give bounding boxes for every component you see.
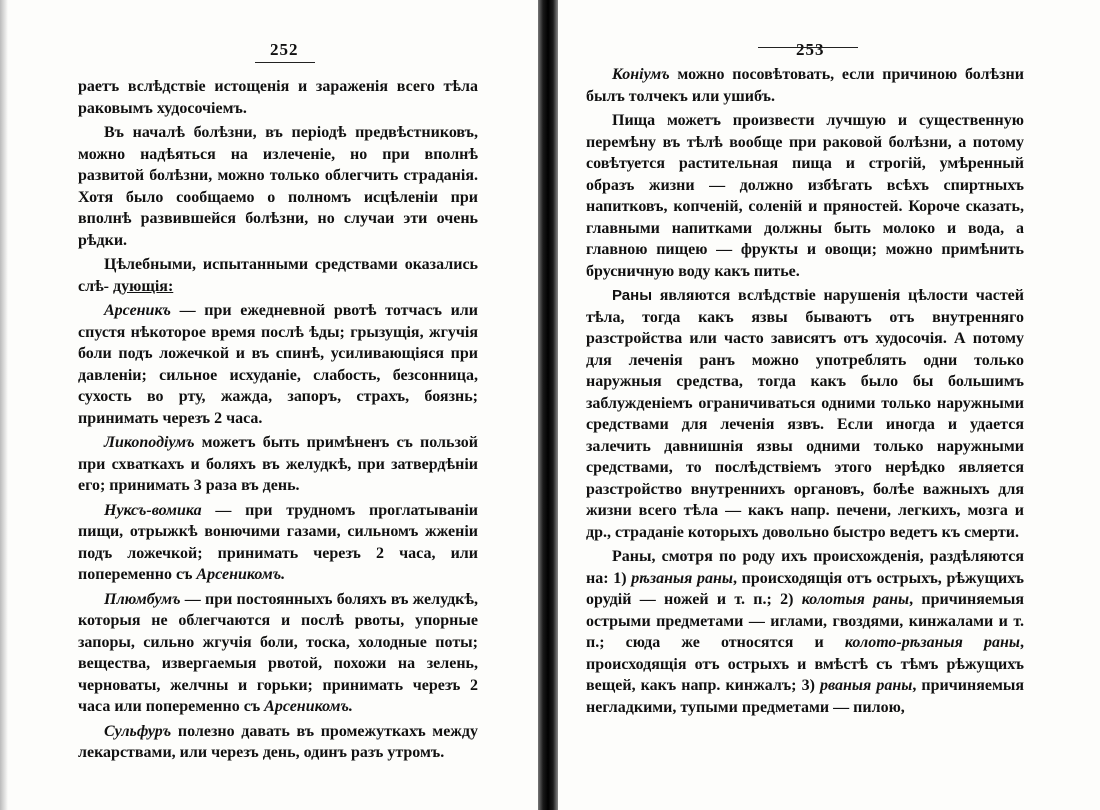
remedy-paragraph — [78, 589, 478, 718]
section-paragraph — [586, 285, 1024, 543]
remedy-text: — при трудномъ проглатываніи пищи, отрыжкѣ вонючими газами, сильномъ жженіи подъ ложечкой; принимать черезъ 2 часа, или попеременно съ — [78, 501, 478, 583]
remedy-paragraph — [78, 721, 478, 764]
wound-type-term: рѣзаныя раны — [631, 569, 734, 587]
page-number-right: 253 — [796, 40, 825, 59]
remedy-term: Арсеникомъ. — [196, 566, 286, 583]
remedy-paragraph — [78, 500, 478, 586]
wound-type-term: колотыя раны — [801, 591, 910, 608]
remedy-paragraph — [78, 432, 478, 497]
right-page-text — [586, 64, 1024, 721]
wound-type-term: рваныя раны — [819, 677, 913, 694]
paragraph-text: Раны, смотря по роду ихъ происхожденія, раздѣляются на: 1) — [586, 548, 1024, 587]
page-number-rule — [758, 47, 858, 48]
remedy-term: Ликоподіумъ — [104, 434, 195, 451]
remedy-text: можетъ быть примѣненъ съ пользой при схваткахъ и боляхъ въ желудкѣ, при затвердѣніи его; принимать 3 раза въ день. — [78, 434, 478, 494]
page-number-rule — [255, 62, 315, 63]
remedy-text: можно посовѣтовать, если причиною болѣзни былъ толчекъ или ушибъ. — [586, 66, 1024, 105]
page-edge-shadow — [0, 0, 8, 810]
page-number-left: 252 — [270, 40, 299, 59]
paragraph-line: Цѣлебными, испытанными средствами оказались слѣ- — [78, 256, 478, 295]
remedy-term: Коніумъ — [612, 66, 670, 83]
section-term: Раны — [612, 287, 653, 304]
paragraph-line: дующія: — [113, 277, 174, 295]
paragraph-text: , причиняемыя острыми предметами — иглами, гвоздями, кинжалами и т. п.; сюда же относятся и — [586, 591, 1024, 651]
paragraph — [78, 254, 478, 297]
paragraph: раетъ вслѣдствіе истощенія и зараженія всего тѣла раковымъ худосочіемъ. — [78, 78, 478, 117]
remedy-term: Арсеникомъ. — [264, 698, 353, 715]
book-gutter — [538, 0, 558, 810]
left-page — [0, 0, 538, 810]
remedy-term: Сульфуръ — [104, 722, 172, 740]
right-page — [558, 0, 1100, 810]
section-text: являются вслѣдствіе нарушенія цѣлости частей тѣла, тогда какъ язвы бываютъ отъ внутренняго разстройства или часто зависятъ отъ худосочія. А потому для леченія ранъ можно употреблять одни только наружныя средства, тогда какъ было бы большимъ заблужденіемъ ограничиваться одними только наружными средствами для леченія язвъ. Если иногда и удается залечить давнишнія язвы одними только наружными средствами, то послѣдствіемъ этого нерѣдко является разстройство внутреннихъ органовъ, болѣе важныхъ для жизни всего тѣла — какъ напр. печени, легкихъ, мозга и др., страданіе которыхъ довольно быстро ведетъ къ смерти. — [586, 287, 1024, 541]
paragraph-text: , происходящія отъ острыхъ и вмѣстѣ съ тѣмъ рѣжущихъ вещей, какъ напр. кинжалъ; 3) — [586, 634, 1025, 694]
remedy-text: — при ежедневной рвотѣ тотчасъ или спустя нѣкоторое время послѣ ѣды; грызущія, жгучія боли подъ ложечкой и въ спинѣ, усиливающіяся при давленіи; сильное исхуданіе, слабость, безсонница, сухость во рту, жажда, запоръ, страхъ, боязнь; принимать черезъ 2 часа. — [78, 302, 478, 427]
paragraph: Пища можетъ произвести лучшую и существенную перемѣну въ тѣлѣ вообще при раковой болѣзни, а потому совѣтуется растительная пища и строгій, умѣренный образъ жизни — должно избѣгать всѣхъ спиртныхъ напитковъ, копченій, соленій и пряностей. Короче сказать, главными напитками должны быть молоко и вода, а главною пищею — фрукты и овощи; можно примѣнить брусничную воду какъ питье. — [586, 112, 1024, 280]
paragraph — [586, 546, 1024, 718]
remedy-paragraph — [586, 64, 1024, 107]
remedy-text: — при постоянныхъ боляхъ въ желудкѣ, которыя не облегчаются и послѣ рвоты, упорные запоры, сильно жгучія боли, тоска, холодные поты; вещества, извергаемыя рвотой, похожи на зелень, черноваты, желчны и горьки; принимать черезъ 2 часа или попеременно съ — [78, 590, 478, 715]
wound-type-term: колото-рѣзаныя раны — [844, 634, 1021, 651]
paragraph: Въ началѣ болѣзни, въ періодѣ предвѣстниковъ, можно надѣяться на излеченіе, но при вполнѣ развитой болѣзни, можно только облегчить страданія. Хотя было сообщаемо о полномъ исцѣленіи при вполнѣ развившейся болѣзни, но случаи эти очень рѣдки. — [78, 124, 478, 249]
remedy-term: Нуксъ-вомика — [104, 501, 202, 519]
remedy-term: Арсеникъ — [104, 302, 171, 319]
remedy-paragraph — [78, 300, 478, 429]
paragraph-text: , происходящія отъ острыхъ, рѣжущихъ орудій — ножей и т. п.; 2) — [586, 569, 1024, 608]
remedy-text: полезно давать въ промежуткахъ между лекарствами, или черезъ день, одинъ разъ утромъ. — [78, 722, 478, 761]
remedy-term: Плюмбумъ — [104, 590, 181, 608]
left-page-text — [78, 76, 478, 767]
paragraph-text: , причиняемыя негладкими, тупыми предметами — пилою, — [586, 677, 1025, 716]
